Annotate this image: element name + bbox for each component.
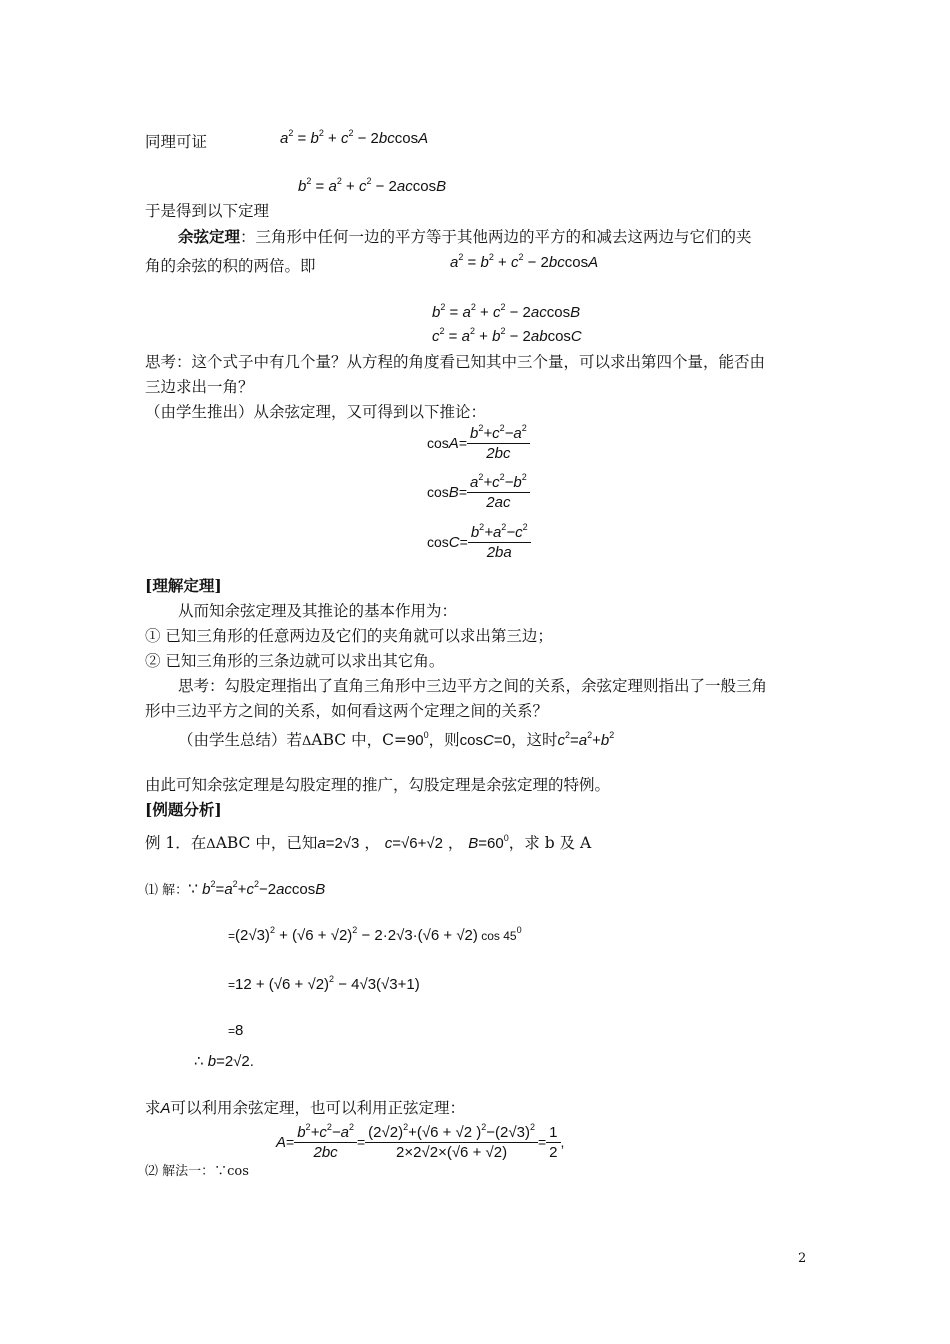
solution-label: ⑴ 解： (145, 883, 189, 898)
theorem-paragraph (178, 226, 752, 248)
theorem-title: 余弦定理 (178, 227, 241, 246)
corollary-cos-b: cosB= $\frac{a^2+c^2-b^2}{2ac}$ (427, 474, 530, 511)
corollary-cos-c: cosC= $\frac{b^2+a^2-c^2}{2ba}$ (427, 524, 531, 561)
calc-result: ∴ b=2√2. (194, 1053, 254, 1070)
section-heading: [理解定理] (145, 576, 222, 595)
formula-a-squared: $a^2 = b^2 + c^2 - 2bccosA$ (450, 252, 599, 271)
text-line: 思考：勾股定理指出了直角三角形中三边平方之间的关系，余弦定理则指出了一般三角 (178, 677, 768, 695)
summary-text: ，这时 (510, 731, 558, 749)
summary-text: ，则 (428, 731, 460, 749)
calc-step: =8 (228, 1022, 244, 1039)
theorem-body: ：三角形中任何一边的平方等于其他两边的平方的和减去这两边与它们的夹 (240, 228, 752, 246)
formula-b-squared: $b^2 = a^2 + c^2 - 2accosB$ (298, 176, 447, 195)
list-item: ② 已知三角形的三条边就可以求出其它角。 (145, 652, 445, 670)
example-text: ABC 中，已知 (215, 834, 318, 852)
page-number: 2 (798, 1251, 807, 1266)
example-text: 例 1．在 (145, 834, 207, 852)
text-line: 同理可证 (145, 133, 208, 151)
text-line: 从而知余弦定理及其推论的基本作用为： (178, 602, 458, 620)
section-heading: [例题分析] (145, 800, 222, 819)
text-line: （由学生推出）从余弦定理，又可得到以下推论： (145, 403, 487, 421)
summary-line: （由学生总结）若ΔABC 中，$C=90^0$，则cosC=0，这时$c^2=a^2+b^2$ (178, 730, 615, 749)
text-line: 求A可以利用余弦定理，也可以利用正弦定理： (145, 1099, 466, 1117)
summary-text: ABC 中，C= (311, 731, 407, 749)
example-text: ，求 b 及 A (508, 834, 592, 852)
text-segment: 可以利用余弦定理，也可以利用正弦定理： (170, 1099, 466, 1117)
calc-step: $=12 + (√6 + √2)^2 - 4√3(√3+1)$ (228, 974, 420, 993)
example-line: 例 1．在ΔABC 中，已知a=2√3 ， c=√6+√2 ， $B=60^0$，求 b 及 A (145, 833, 592, 852)
solution-label: ⑵ 解法一：∵cos (145, 1164, 249, 1179)
triangle-symbol: Δ (302, 734, 312, 749)
calc-step: $=(2√3)^2 + (√6 + √2)^2 - 2\cdot 2√3\cdot(√6 + √2)$ $\cos 45^0$ (228, 925, 522, 944)
text-line: 三边求出一角？ (145, 378, 254, 396)
text-segment: 求 (145, 1099, 161, 1117)
list-item: ① 已知三角形的任意两边及它们的夹角就可以求出第三边； (145, 627, 553, 645)
text-line: 形中三边平方之间的关系，如何看这两个定理之间的关系？ (145, 702, 549, 720)
formula-a-squared: $a^2 = b^2 + c^2 - 2bccosA$ (280, 128, 429, 147)
text-line: 由此可知余弦定理是勾股定理的推广，勾股定理是余弦定理的特例。 (145, 776, 611, 794)
text-line: 思考：这个式子中有几个量？从方程的角度看已知其中三个量，可以求出第四个量，能否由 (145, 353, 766, 371)
text-line: 角的余弦的积的两倍。即 (145, 257, 316, 275)
cos-a-computation: A= $\frac{b^2+c^2-a^2}{2bc}$ = $\frac{(2√2)^2+(√6 + √2 )^2-(2√3)^2}{2\times 2√2\times(√6 + √2)}$ = $\frac{1}{2}$ , (276, 1122, 565, 1161)
summary-text: （由学生总结）若 (178, 731, 303, 749)
formula-b-squared: $b^2 = a^2 + c^2 - 2accosB$ (432, 302, 581, 321)
triangle-symbol: Δ (206, 837, 216, 852)
solution-line: ⑴ 解：∵ $b^2=a^2+c^2-2accosB$ (145, 879, 326, 898)
corollary-cos-a: cosA= $\frac{b^2+c^2-a^2}{2bc}$ (427, 425, 530, 462)
text-line: 于是得到以下定理 (145, 202, 270, 220)
formula-c-squared: $c^2 = a^2 + b^2 - 2abcosC$ (432, 326, 582, 345)
